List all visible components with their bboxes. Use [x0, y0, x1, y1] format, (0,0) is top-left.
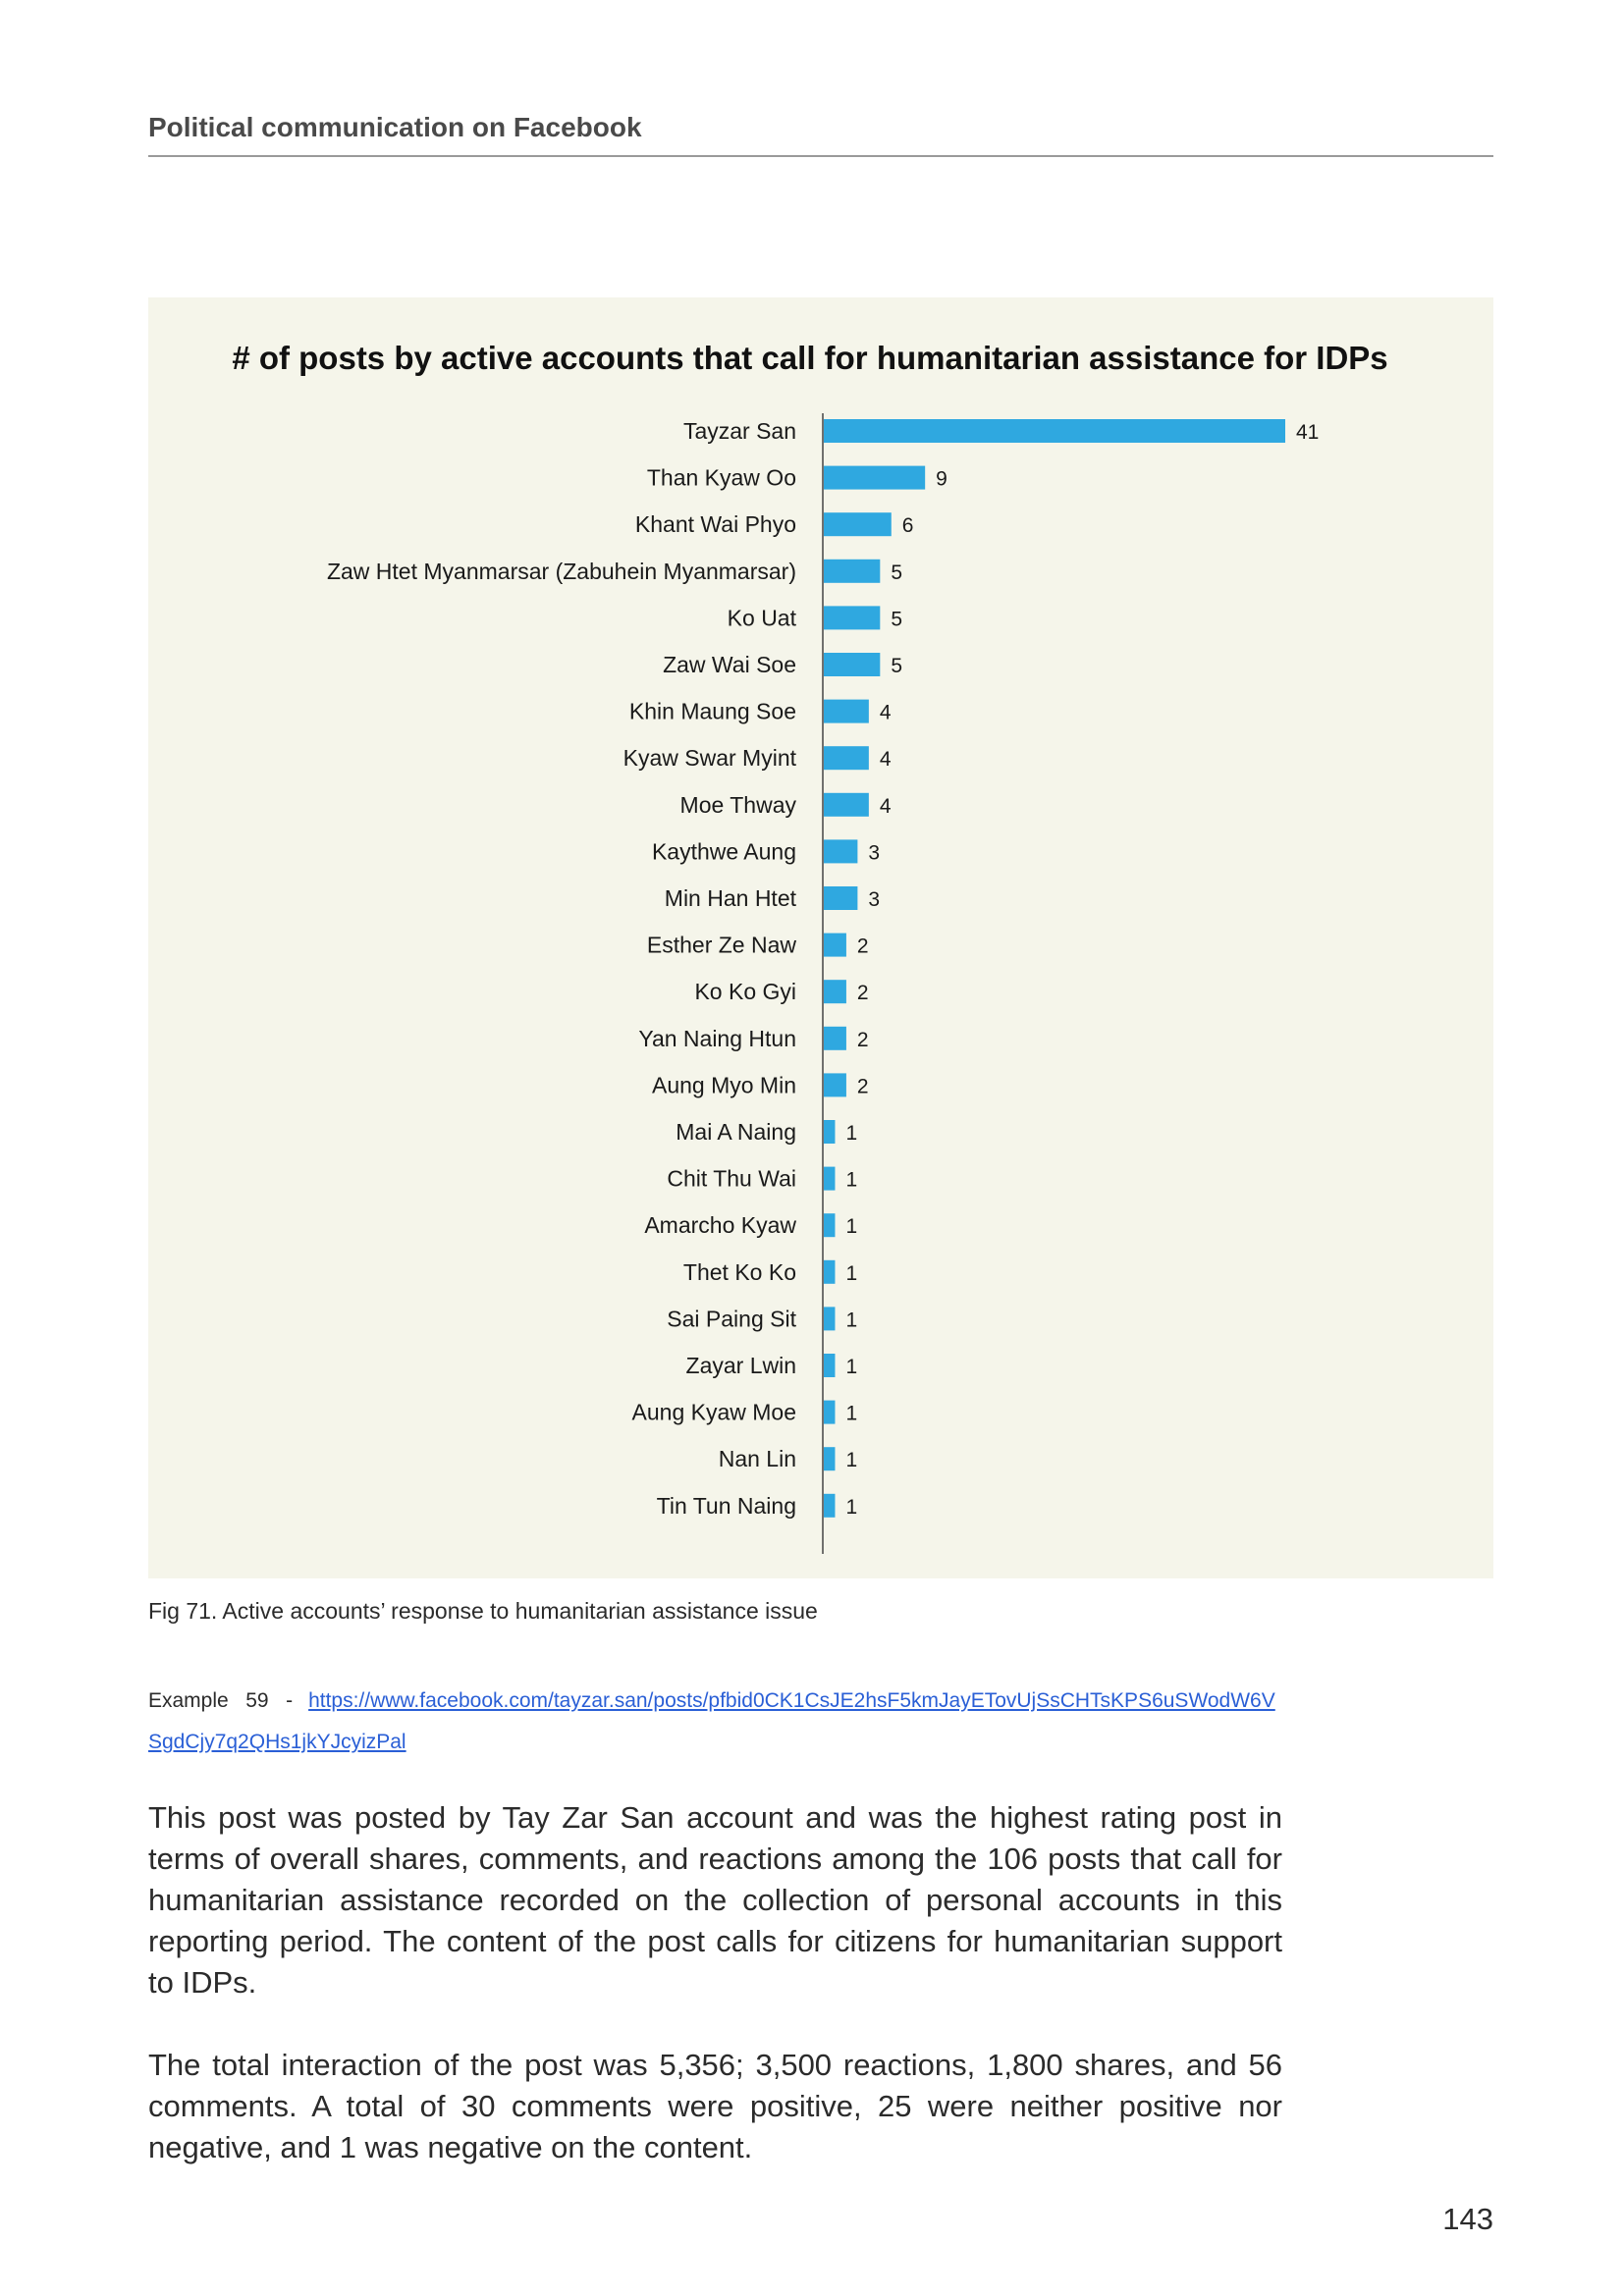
bar-chart — [148, 297, 1493, 1578]
value-label: 5 — [891, 655, 903, 677]
bar — [824, 886, 857, 910]
bar — [824, 1073, 846, 1096]
example-label: Example 59 - — [148, 1689, 294, 1712]
value-label: 1 — [845, 1356, 858, 1378]
chart-title: # of posts by active accounts that call for humanitarian assistance for IDPs — [232, 340, 1388, 376]
value-label: 2 — [856, 934, 869, 958]
bar — [824, 1401, 835, 1424]
category-label: Zaw Wai Soe — [663, 652, 796, 677]
value-label: 1 — [845, 1449, 858, 1472]
bar — [824, 839, 857, 863]
value-label: 2 — [856, 982, 869, 1005]
bar — [824, 1027, 846, 1050]
value-label: 1 — [845, 1308, 858, 1332]
category-label: Khant Wai Phyo — [634, 511, 796, 538]
bar — [824, 793, 869, 817]
category-label: Aung Myo Min — [651, 1072, 796, 1098]
bar — [824, 1213, 835, 1237]
header-rule — [148, 155, 1493, 157]
value-label: 1 — [845, 1168, 858, 1192]
category-label: Sai Paing Sit — [667, 1306, 796, 1332]
value-label: 2 — [856, 1075, 869, 1098]
category-label: Amarcho Kyaw — [644, 1212, 796, 1239]
category-label: Kaythwe Aung — [651, 838, 796, 865]
value-label: 9 — [936, 467, 947, 491]
value-label: 1 — [845, 1495, 858, 1519]
category-label: Zayar Lwin — [685, 1353, 796, 1378]
value-label: 6 — [901, 514, 914, 538]
bar — [824, 980, 846, 1003]
running-head: Political communication on Facebook — [148, 112, 642, 142]
chart-panel — [148, 297, 1493, 1578]
body-paragraph-2: The total interaction of the post was 5,356; 3,500 reactions, 1,800 shares, and 56 comments. A total of 30 comments were positive, 25 were neither positive nor negative, and 1 was negative on the content. — [148, 2048, 1282, 2164]
bar — [824, 1494, 835, 1518]
category-label: Zaw Htet Myanmarsar (Zabuhein Myanmarsar) — [326, 558, 796, 584]
figure-caption: Fig 71. Active accounts’ response to humanitarian assistance issue — [148, 1598, 818, 1624]
category-label: Khin Maung Soe — [628, 698, 796, 724]
category-label: Than Kyaw Oo — [646, 464, 796, 491]
category-label: Moe Thway — [679, 791, 796, 818]
value-label: 2 — [856, 1028, 869, 1051]
body-paragraph-1: This post was posted by Tay Zar San account and was the highest rating post in terms of overall shares, comments, and reactions among the 106 posts that call for humanitarian assistance recorded on the collection of personal accounts in this reporting period. The content of the post calls for citizens for humanitarian support to IDPs. — [148, 1800, 1282, 2000]
value-label: 3 — [868, 888, 881, 911]
bar — [824, 1447, 835, 1470]
category-label: Ko Ko Gyi — [694, 979, 796, 1005]
bar — [824, 934, 846, 957]
value-label: 41 — [1296, 421, 1320, 444]
category-label: Chit Thu Wai — [667, 1165, 796, 1192]
category-label: Ko Uat — [727, 605, 796, 631]
bar — [824, 512, 892, 536]
bar — [824, 700, 869, 723]
bar — [824, 1260, 835, 1284]
bar — [824, 746, 869, 770]
page-number: 143 — [1442, 2202, 1493, 2236]
example-reference — [148, 1681, 1287, 1763]
value-label: 1 — [845, 1215, 858, 1239]
bar — [824, 606, 880, 629]
bar — [824, 466, 925, 490]
bar — [824, 419, 1285, 443]
value-label: 1 — [845, 1122, 858, 1145]
example-link[interactable]: https://www.facebook.com/tayzar.san/posts/pfbid0CK1CsJE2hsF5kmJayETovUjSsCHTsKPS6uSWodW6VSgdCjy7q2QHs1jkYJcyizPal — [148, 1689, 1275, 1753]
value-label: 5 — [891, 608, 903, 631]
category-label: Mai A Naing — [676, 1119, 796, 1145]
value-label: 4 — [879, 701, 892, 724]
bar — [824, 1167, 835, 1191]
value-label: 3 — [868, 841, 881, 865]
value-label: 4 — [879, 794, 892, 818]
bar — [824, 653, 880, 676]
bar — [824, 1120, 835, 1144]
category-label: Thet Ko Ko — [682, 1258, 796, 1285]
category-label: Nan Lin — [718, 1446, 796, 1472]
value-label: 1 — [845, 1261, 858, 1285]
category-label: Kyaw Swar Myint — [623, 745, 796, 772]
value-label: 5 — [891, 561, 903, 584]
category-label: Yan Naing Htun — [638, 1025, 796, 1051]
category-label: Aung Kyaw Moe — [631, 1399, 796, 1425]
value-label: 4 — [879, 748, 892, 772]
bar — [824, 1354, 835, 1377]
category-label: Tin Tun Naing — [656, 1492, 796, 1519]
category-label: Esther Ze Naw — [646, 932, 796, 958]
category-label: Min Han Htet — [664, 885, 796, 911]
bar — [824, 1307, 835, 1330]
category-label: Tayzar San — [682, 418, 796, 444]
bar — [824, 560, 880, 583]
value-label: 1 — [845, 1402, 858, 1425]
